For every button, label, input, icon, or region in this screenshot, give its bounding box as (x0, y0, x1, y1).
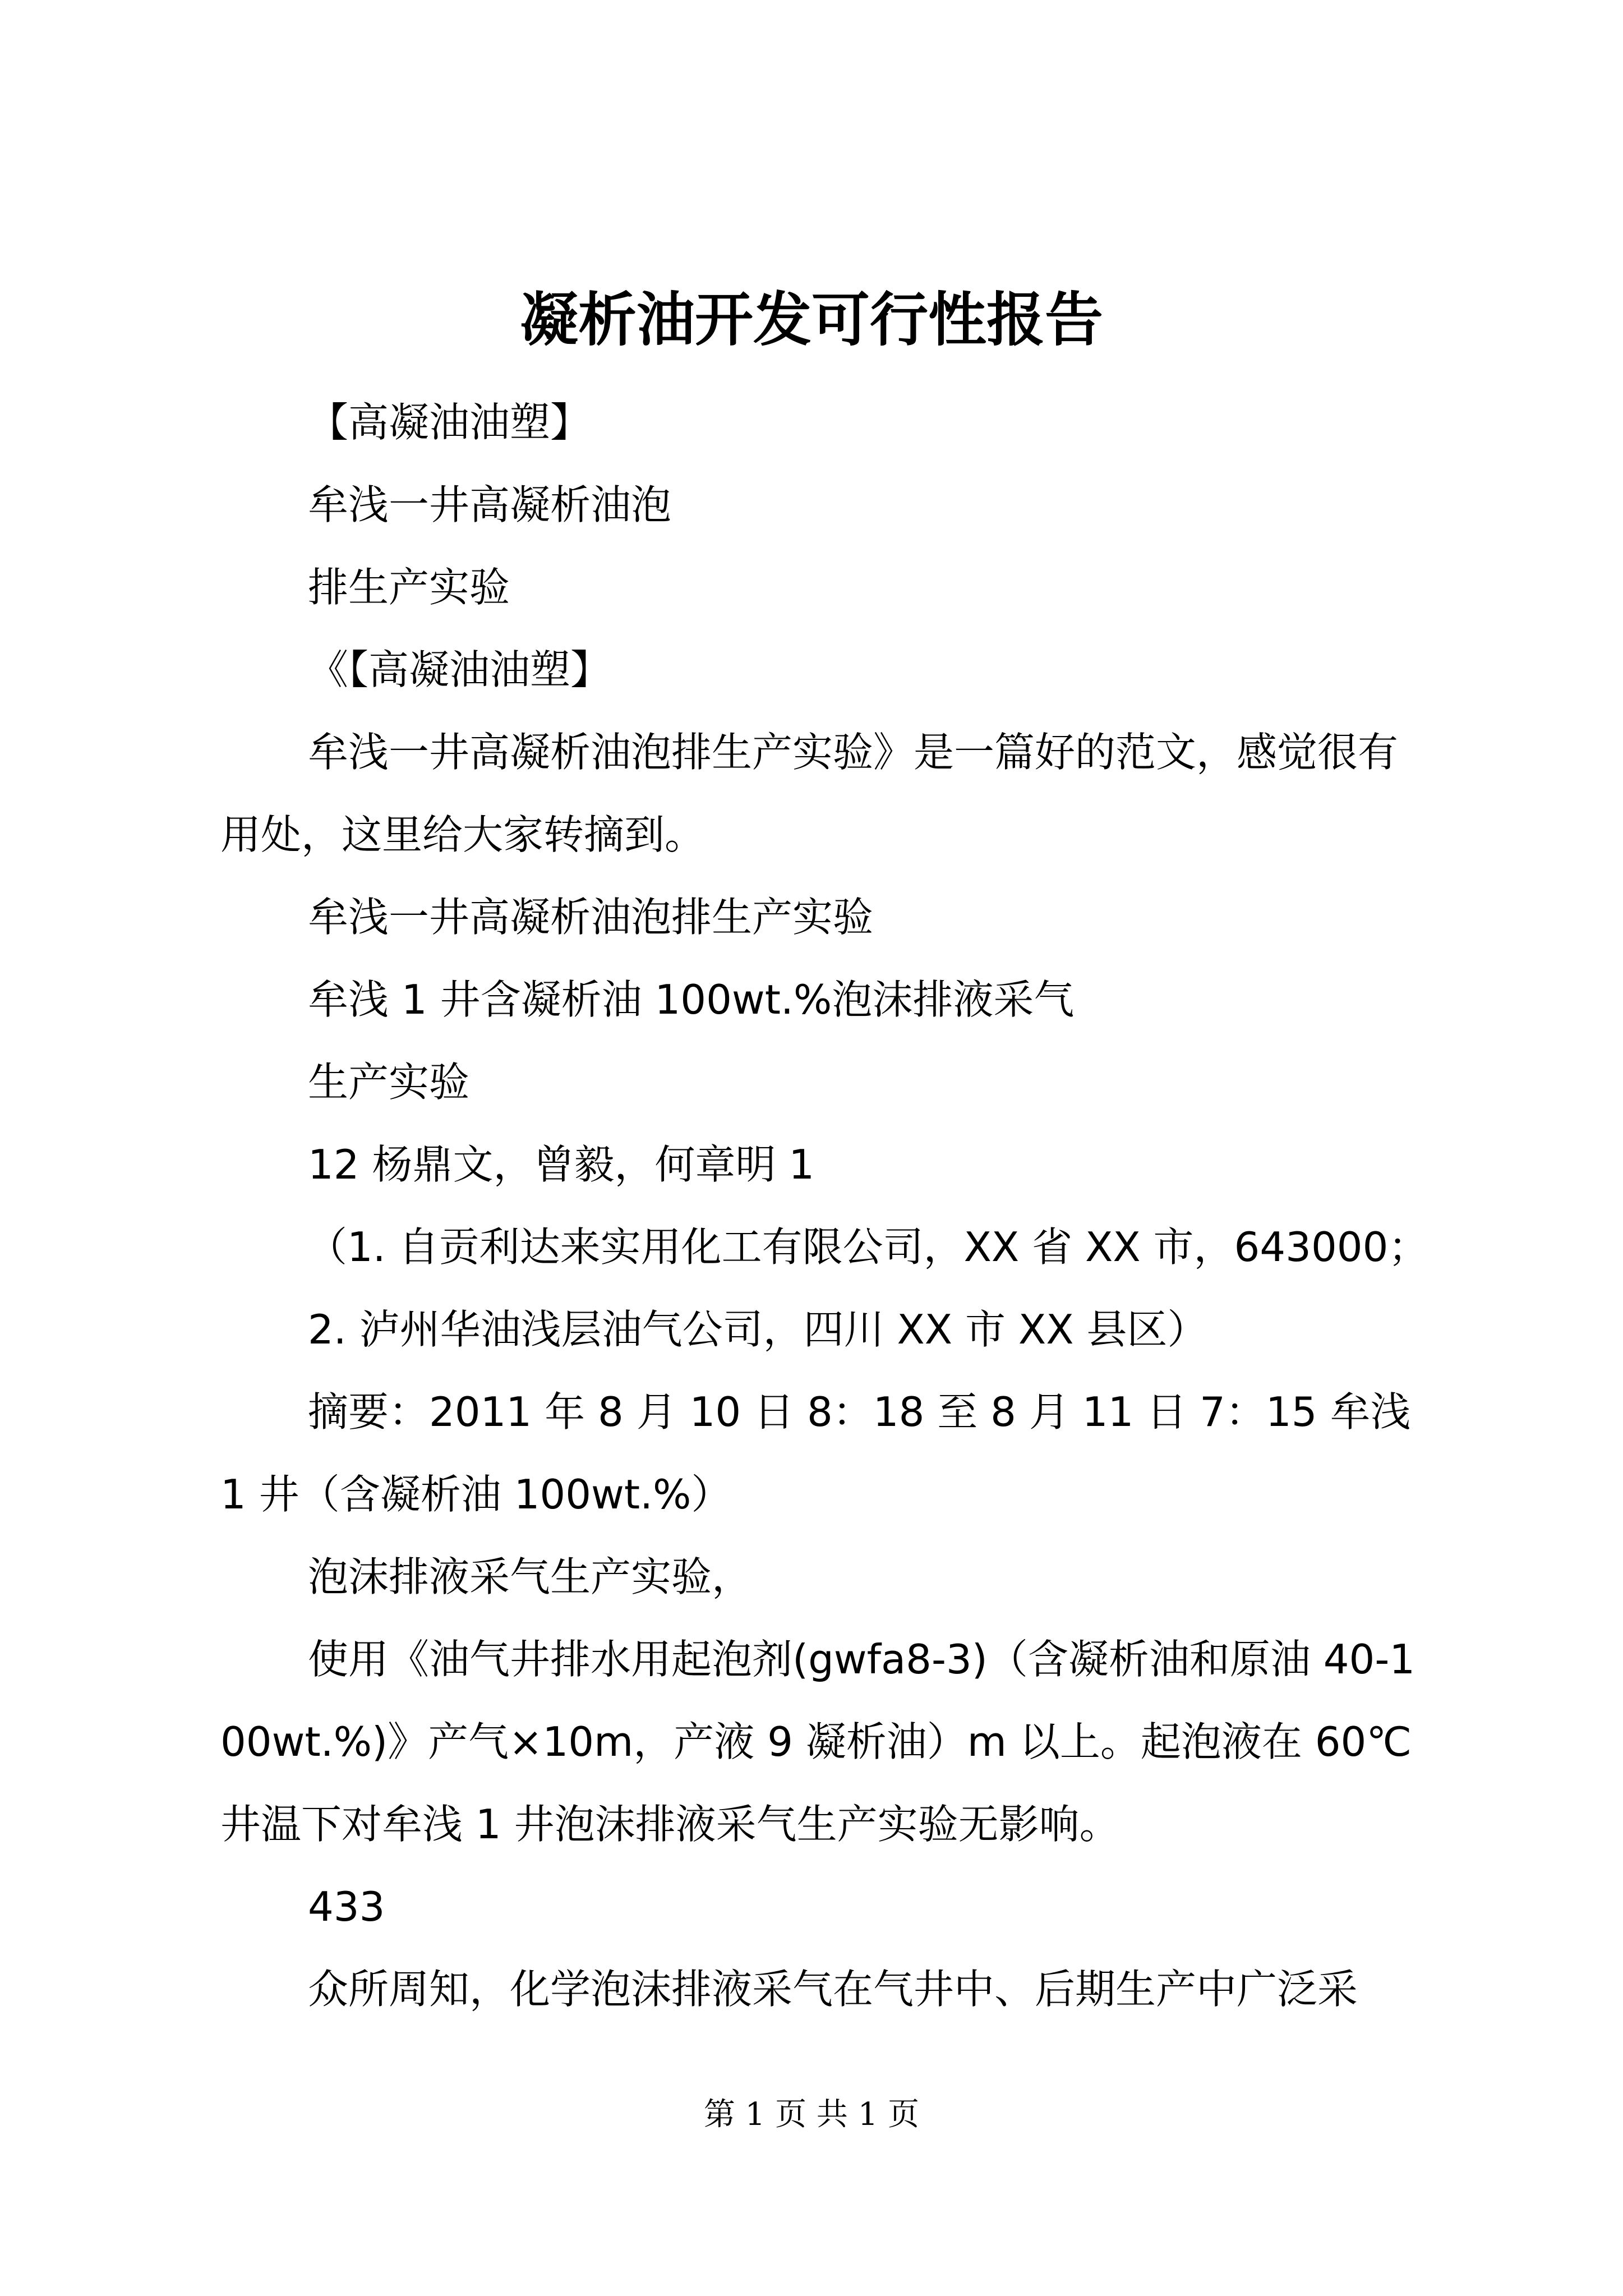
paragraph: （1. 自贡利达来实用化工有限公司，XX 省 XX 市，643000； (307, 1223, 1429, 1271)
paragraph: 2. 泸州华油浅层油气公司，四川 XX 市 XX 县区） (308, 1306, 1208, 1353)
paragraph: 12 杨鼎文，曾毅，何章明 1 (308, 1141, 815, 1188)
paragraph: 使用《油气井排水用起泡剂(gwfa8-3)（含凝析油和原油 40-100wt.%)》产气×10m，产液 9 凝析油）m 以上。起泡液在 60℃ 井温下对牟浅 1 井泡沫排液采气生产实验无影响。 (220, 1636, 1425, 1848)
paragraph: 众所周知，化学泡沫排液采气在气井中、后期生产中广泛采 (308, 1966, 1358, 2013)
page-footer: 第 1 页 共 1 页 (703, 2096, 920, 2133)
paragraph: 牟浅一井高凝析油泡排生产实验 (308, 894, 874, 941)
document-body (220, 381, 1432, 2031)
paragraph: 牟浅一井高凝析油泡 (308, 481, 672, 528)
paragraph: 排生产实验 (308, 564, 510, 611)
paragraph: 生产实验 (308, 1059, 470, 1106)
document-title: 凝析油开发可行性报告 (519, 285, 1103, 354)
paragraph: 【高凝油油塑】 (308, 399, 591, 446)
paragraph: 《【高凝油油塑】 (308, 646, 611, 693)
paragraph: 牟浅 1 井含凝析油 100wt.%泡沫排液采气 (308, 976, 1075, 1023)
paragraph: 433 (308, 1883, 385, 1930)
paragraph: 摘要：2011 年 8 月 10 日 8：18 至 8 月 11 日 7：15 牟浅 1 井（含凝析油 100wt.%） (220, 1388, 1424, 1518)
paragraph: 牟浅一井高凝析油泡排生产实验》是一篇好的范文，感觉很有用处，这里给大家转摘到。 (220, 729, 1399, 858)
paragraph: 泡沫排液采气生产实验， (308, 1553, 753, 1600)
